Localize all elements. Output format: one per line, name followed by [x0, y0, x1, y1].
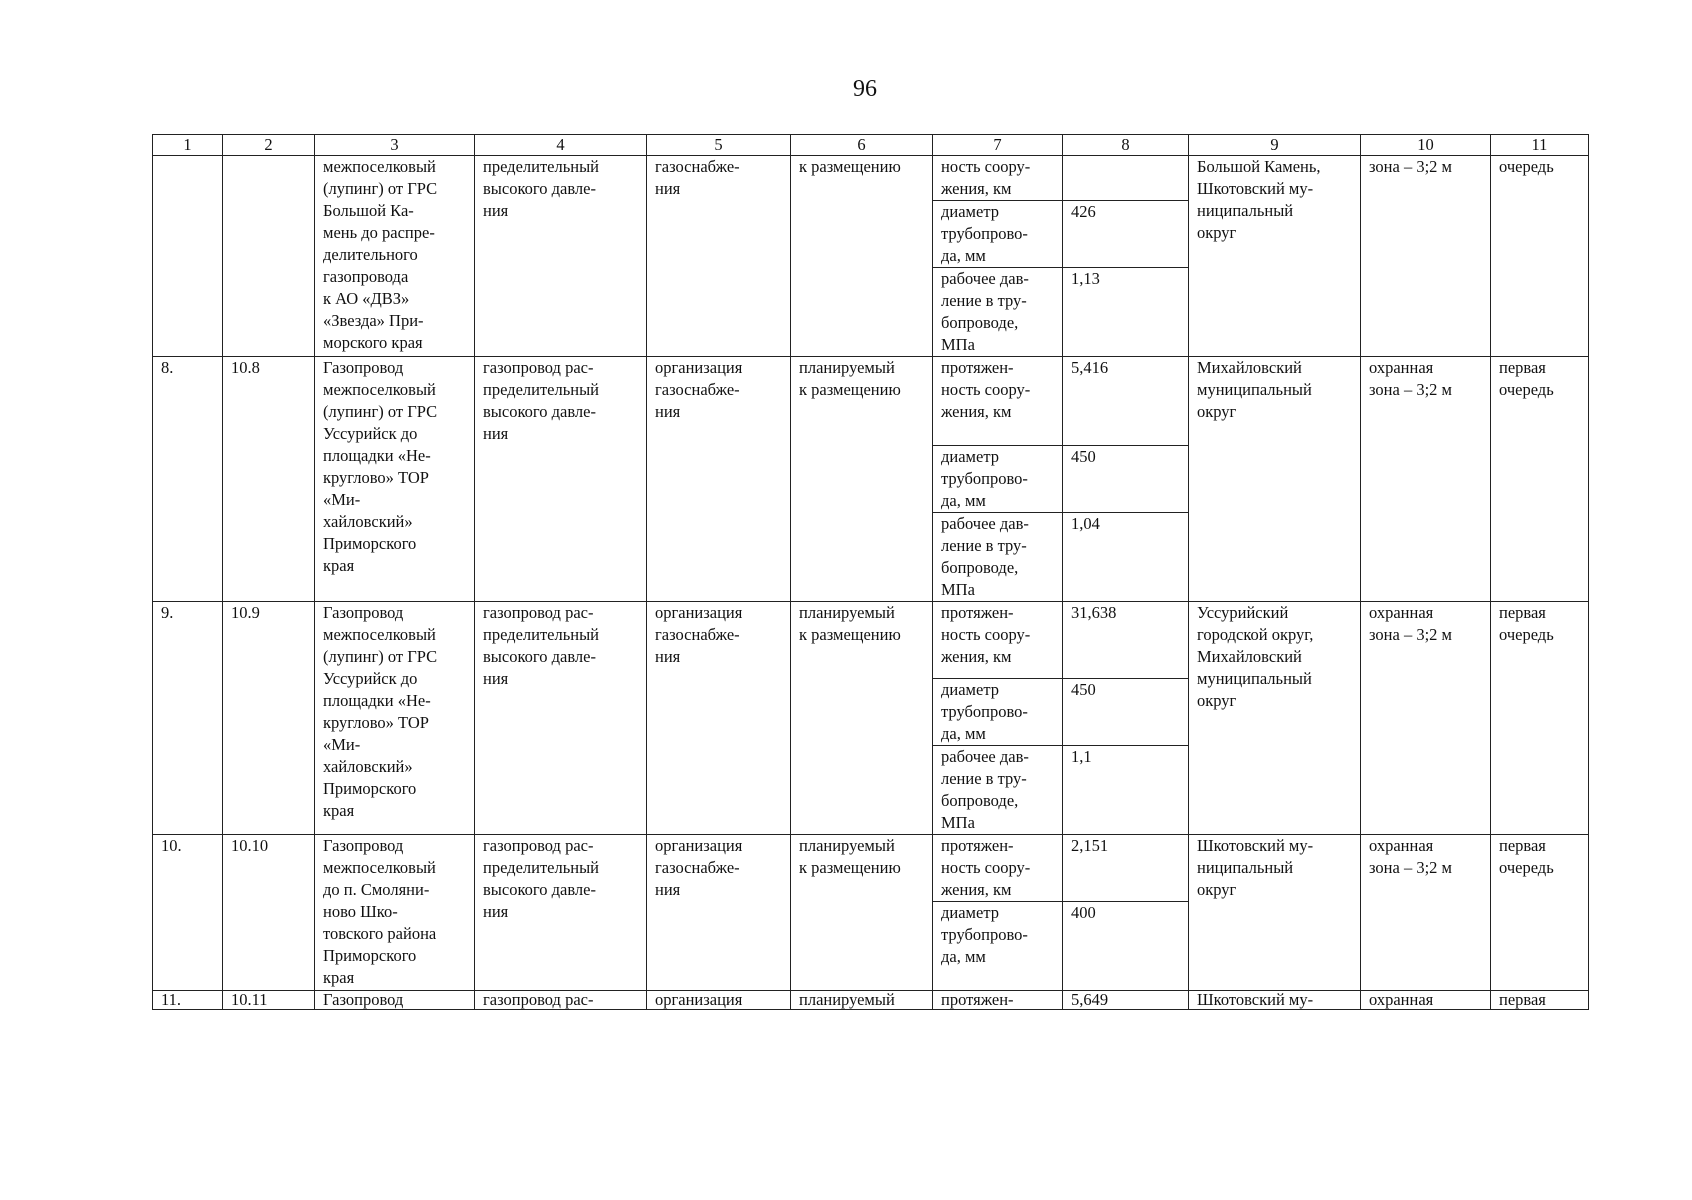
cell-location: Уссурийский городской округ, Михайловский муниципальный округ	[1189, 602, 1361, 835]
cell-param-label: рабочее дав- ление в тру- бопроводе, МПа	[933, 746, 1063, 835]
cell-code	[223, 156, 315, 357]
col-header-7: 7	[933, 135, 1063, 156]
col-header-6: 6	[791, 135, 933, 156]
cell-type: газопровод рас- пределительный высокого давле- ния	[475, 602, 647, 835]
cell-param-value: 1,13	[1063, 268, 1189, 357]
cell-purpose: организация газоснабже- ния	[647, 835, 791, 991]
cell-stage: первая очередь	[1491, 357, 1589, 602]
cell-param-value: 400	[1063, 902, 1189, 991]
cell-type: газопровод рас- пределительный высокого давле- ния	[475, 357, 647, 602]
col-header-11: 11	[1491, 135, 1589, 156]
table-row	[153, 156, 1589, 201]
col-header-3: 3	[315, 135, 475, 156]
cell-location: Большой Камень, Шкотовский му- ниципальный округ	[1189, 156, 1361, 357]
cell-zone: охранная зона – 3;2 м	[1361, 835, 1491, 991]
cell-param-label: протяжен- ность соору- жения, км	[933, 357, 1063, 446]
cell-code: 10.9	[223, 602, 315, 835]
cell-param-label: диаметр трубопрово- да, мм	[933, 902, 1063, 991]
cell-param-label: протяжен- ность соору- жения, км	[933, 602, 1063, 679]
table-row	[153, 357, 1589, 446]
cell-param-value: 31,638	[1063, 602, 1189, 679]
cell-zone: охранная зона – 3;2 м	[1361, 357, 1491, 602]
col-header-8: 8	[1063, 135, 1189, 156]
cell-number: 11.	[153, 991, 223, 1010]
cell-zone: охранная	[1361, 991, 1491, 1010]
cell-status: планируемый	[791, 991, 933, 1010]
cell-location: Шкотовский му- ниципальный округ	[1189, 835, 1361, 991]
cell-param-value: 450	[1063, 446, 1189, 513]
cell-param-value: 2,151	[1063, 835, 1189, 902]
col-header-9: 9	[1189, 135, 1361, 156]
cell-param-label: ность соору- жения, км	[933, 156, 1063, 201]
cell-name: межпоселковый (лупинг) от ГРС Большой Ка- мень до распре- делительного газопровода к АО «ДВЗ» «Звезда» При- морского края	[315, 156, 475, 357]
col-header-5: 5	[647, 135, 791, 156]
cell-param-value: 5,416	[1063, 357, 1189, 446]
cell-purpose: организация	[647, 991, 791, 1010]
cell-purpose: организация газоснабже- ния	[647, 602, 791, 835]
cell-param-label: протяжен-	[933, 991, 1063, 1010]
cell-name: Газопровод межпоселковый (лупинг) от ГРС Уссурийск до площадки «Не- круглово» ТОР «Ми- хайловский» Приморского края	[315, 357, 475, 602]
cell-name: Газопровод	[315, 991, 475, 1010]
cell-stage: первая очередь	[1491, 835, 1589, 991]
page-number: 96	[853, 76, 877, 102]
cell-param-label: диаметр трубопрово- да, мм	[933, 446, 1063, 513]
cell-location: Шкотовский му-	[1189, 991, 1361, 1010]
cell-location: Михайловский муниципальный округ	[1189, 357, 1361, 602]
col-header-2: 2	[223, 135, 315, 156]
cell-param-label: диаметр трубопрово- да, мм	[933, 201, 1063, 268]
cell-status: к размещению	[791, 156, 933, 357]
cell-param-value: 450	[1063, 679, 1189, 746]
col-header-4: 4	[475, 135, 647, 156]
cell-param-label: рабочее дав- ление в тру- бопроводе, МПа	[933, 513, 1063, 602]
cell-stage: первая	[1491, 991, 1589, 1010]
col-header-1: 1	[153, 135, 223, 156]
cell-param-label: диаметр трубопрово- да, мм	[933, 679, 1063, 746]
table-row	[153, 835, 1589, 902]
cell-number: 10.	[153, 835, 223, 991]
cell-number: 9.	[153, 602, 223, 835]
table-row	[153, 602, 1589, 679]
cell-code: 10.11	[223, 991, 315, 1010]
cell-number: 8.	[153, 357, 223, 602]
cell-param-value: 5,649	[1063, 991, 1189, 1010]
cell-param-value	[1063, 156, 1189, 201]
cell-name: Газопровод межпоселковый (лупинг) от ГРС Уссурийск до площадки «Не- круглово» ТОР «Ми- хайловский» Приморского края	[315, 602, 475, 835]
infrastructure-table	[152, 134, 1589, 1010]
cell-status: планируемый к размещению	[791, 357, 933, 602]
cell-number	[153, 156, 223, 357]
cell-param-value: 426	[1063, 201, 1189, 268]
cell-code: 10.10	[223, 835, 315, 991]
header-row	[153, 135, 1589, 156]
cell-purpose: газоснабже- ния	[647, 156, 791, 357]
cell-type: газопровод рас-	[475, 991, 647, 1010]
cell-status: планируемый к размещению	[791, 835, 933, 991]
cell-param-label: протяжен- ность соору- жения, км	[933, 835, 1063, 902]
cell-param-value: 1,04	[1063, 513, 1189, 602]
table-row	[153, 991, 1589, 1010]
col-header-10: 10	[1361, 135, 1491, 156]
cell-stage: первая очередь	[1491, 602, 1589, 835]
cell-zone: зона – 3;2 м	[1361, 156, 1491, 357]
cell-stage: очередь	[1491, 156, 1589, 357]
cell-type: газопровод рас- пределительный высокого давле- ния	[475, 835, 647, 991]
cell-type: пределительный высокого давле- ния	[475, 156, 647, 357]
cell-code: 10.8	[223, 357, 315, 602]
cell-param-label: рабочее дав- ление в тру- бопроводе, МПа	[933, 268, 1063, 357]
cell-status: планируемый к размещению	[791, 602, 933, 835]
cell-purpose: организация газоснабже- ния	[647, 357, 791, 602]
cell-name: Газопровод межпоселковый до п. Смоляни- ново Шко- товского района Приморского края	[315, 835, 475, 991]
cell-param-value: 1,1	[1063, 746, 1189, 835]
cell-zone: охранная зона – 3;2 м	[1361, 602, 1491, 835]
